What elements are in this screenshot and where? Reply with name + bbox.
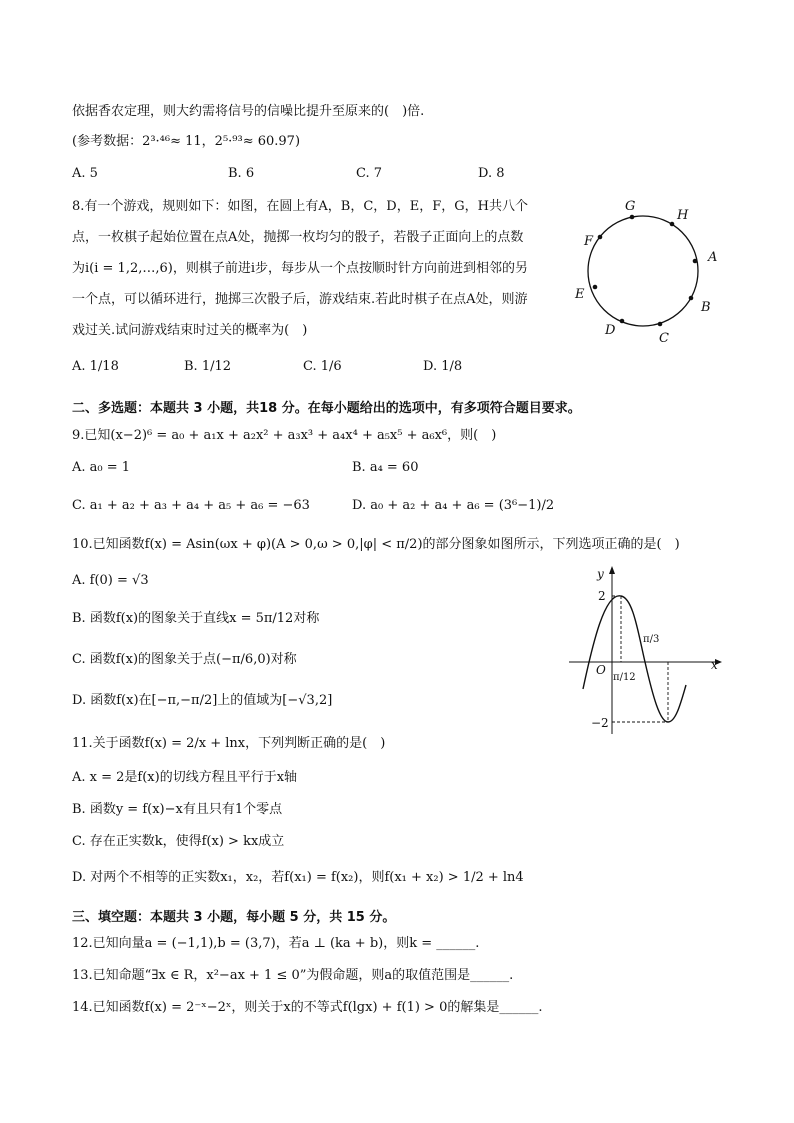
label-c: C: [659, 331, 669, 346]
q8-line-5: 戏过关.试问游戏结束时过关的概率为( ): [72, 323, 308, 338]
q7-option-d[interactable]: D. 8: [478, 166, 505, 181]
y-axis-arrow-icon: [609, 566, 615, 574]
point-h: [670, 222, 675, 227]
x-tick-pi-3: π/3: [643, 634, 660, 645]
point-a: [693, 259, 698, 264]
label-f: F: [584, 234, 594, 249]
q8-line-1: 8.有一个游戏，规则如下：如图，在圆上有A，B，C，D，E，F，G，H共八个: [72, 199, 528, 214]
label-d: D: [605, 323, 616, 338]
q8-option-c[interactable]: C. 1/6: [303, 359, 342, 374]
sine-curve: [583, 596, 686, 722]
point-g: [630, 215, 635, 220]
x-tick-pi-12: π/12: [613, 672, 636, 683]
q7-reference-data: (参考数据：2³·⁴⁶≈ 11，2⁵·⁹³≈ 60.97): [72, 134, 301, 149]
q8-line-3: 为i(i = 1,2,…,6)，则棋子前进i步，每步从一个点按顺时针方向前进到相邻的另: [72, 261, 528, 276]
q8-option-b[interactable]: B. 1/12: [184, 359, 232, 374]
point-b: [689, 296, 694, 301]
y-max-label: 2: [598, 589, 606, 603]
q10-option-a[interactable]: A. f(0) = √3: [72, 573, 149, 588]
q12-stem: 12.已知向量a = (−1,1),b = (3,7)，若a ⊥ (ka + b)，则k = ______.: [72, 936, 480, 951]
q8-circle-figure: [565, 195, 735, 350]
section-3-heading: 三、填空题：本题共 3 小题，每小题 5 分，共 15 分。: [72, 910, 396, 925]
q10-sine-graph: [565, 562, 725, 740]
q10-option-d[interactable]: D. 函数f(x)在[−π,−π/2]上的值域为[−√3,2]: [72, 693, 333, 708]
q7-option-a[interactable]: A. 5: [72, 166, 98, 181]
q9-option-a[interactable]: A. a₀ = 1: [72, 460, 131, 475]
label-g: G: [625, 199, 636, 214]
q7-continuation: 依据香农定理，则大约需将信号的信噪比提升至原来的( )倍.: [72, 104, 425, 119]
q11-option-c[interactable]: C. 存在正实数k，使得f(x) > kx成立: [72, 834, 285, 849]
point-f: [598, 235, 603, 240]
q9-option-d[interactable]: D. a₀ + a₂ + a₄ + a₆ = (3⁶−1)/2: [352, 498, 555, 513]
label-h: H: [677, 208, 689, 223]
origin-label: O: [596, 663, 606, 677]
point-d: [620, 319, 625, 324]
q10-stem: 10.已知函数f(x) = Asin(ωx + φ)(A > 0,ω > 0,|φ| < π/2)的部分图象如图所示，下列选项正确的是( ): [72, 537, 680, 552]
q10-option-c[interactable]: C. 函数f(x)的图象关于点(−π/6,0)对称: [72, 652, 297, 667]
q7-option-c[interactable]: C. 7: [356, 166, 383, 181]
q8-option-d[interactable]: D. 1/8: [423, 359, 463, 374]
q10-option-b[interactable]: B. 函数f(x)的图象关于直线x = 5π/12对称: [72, 611, 320, 626]
q9-option-b[interactable]: B. a₄ = 60: [352, 460, 419, 475]
q9-stem: 9.已知(x−2)⁶ = a₀ + a₁x + a₂x² + a₃x³ + a₄x⁴ + a₅x⁵ + a₆x⁶，则( ): [72, 428, 497, 443]
label-a: A: [708, 250, 718, 265]
q14-stem: 14.已知函数f(x) = 2⁻ˣ−2ˣ，则关于x的不等式f(lgx) + f(1) > 0的解集是______.: [72, 1000, 543, 1015]
q8-line-4: 一个点，可以循环进行，抛掷三次骰子后，游戏结束.若此时棋子在点A处，则游: [72, 292, 528, 307]
y-min-label: −2: [591, 716, 609, 730]
q8-option-a[interactable]: A. 1/18: [72, 359, 119, 374]
q11-option-b[interactable]: B. 函数y = f(x)−x有且只有1个零点: [72, 802, 283, 817]
q11-option-d[interactable]: D. 对两个不相等的正实数x₁，x₂，若f(x₁) = f(x₂)，则f(x₁ + x₂) > 1/2 + ln4: [72, 870, 524, 885]
section-2-heading: 二、多选题：本题共 3 小题，共18 分。在每小题给出的选项中，有多项符合题目要求。: [72, 401, 581, 416]
q8-line-2: 点，一枚棋子起始位置在点A处，抛掷一枚均匀的骰子，若骰子正面向上的点数: [72, 230, 524, 245]
label-e: E: [575, 287, 585, 302]
q11-stem: 11.关于函数f(x) = 2/x + lnx，下列判断正确的是( ): [72, 736, 386, 751]
q13-stem: 13.已知命题“∃x ∈ R，x²−ax + 1 ≤ 0”为假命题，则a的取值范围是______.: [72, 968, 514, 983]
point-e: [593, 285, 598, 290]
x-axis-label: x: [711, 658, 718, 672]
point-c: [658, 322, 663, 327]
q11-option-a[interactable]: A. x = 2是f(x)的切线方程且平行于x轴: [72, 770, 298, 785]
q7-option-b[interactable]: B. 6: [228, 166, 255, 181]
game-circle: [588, 216, 698, 326]
label-b: B: [701, 300, 711, 315]
q9-option-c[interactable]: C. a₁ + a₂ + a₃ + a₄ + a₅ + a₆ = −63: [72, 498, 310, 513]
y-axis-label: y: [597, 567, 604, 581]
